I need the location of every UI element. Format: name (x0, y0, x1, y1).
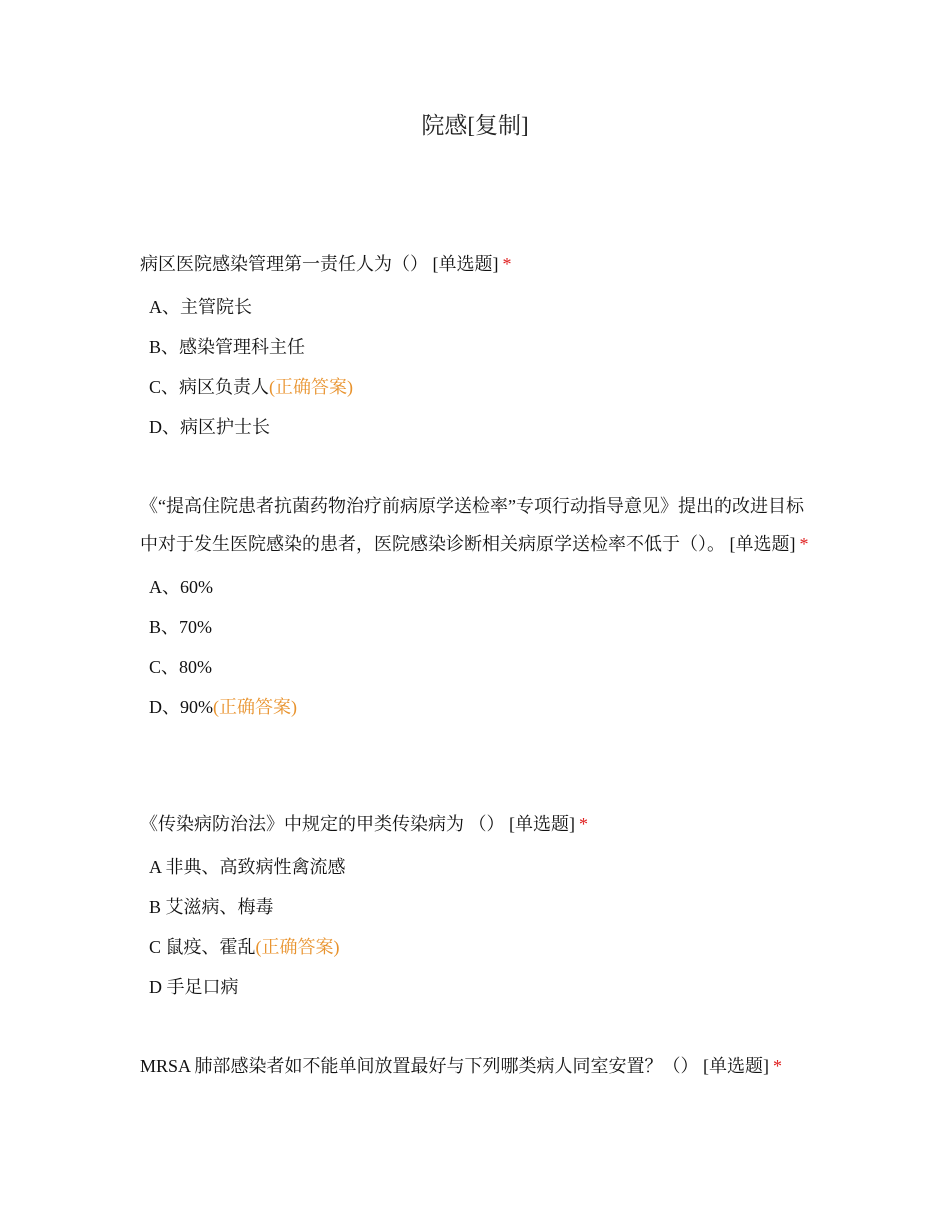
option-label: B 艾滋病、梅毒 (149, 897, 274, 917)
question-text (140, 245, 815, 283)
option-list (140, 847, 815, 1007)
required-mark: * (502, 254, 512, 274)
question-text (140, 487, 815, 563)
option-label: B、感染管理科主任 (149, 337, 306, 357)
correct-answer-note: (正确答案) (269, 377, 354, 397)
option-b[interactable] (140, 887, 815, 927)
option-label: D 手足口病 (149, 977, 239, 997)
option-list (140, 567, 815, 727)
survey-title: 院感[复制] (421, 113, 529, 138)
question-text (140, 805, 815, 843)
option-b[interactable] (140, 327, 815, 367)
option-list (140, 287, 815, 447)
option-label: A、主管院长 (149, 297, 252, 317)
option-a[interactable] (140, 567, 815, 607)
question-2-text: 《“提高住院患者抗菌药物治疗前病原学送检率”专项行动指导意见》提出的改进目标中对于发生医院感染的患者，医院感染诊断相关病原学送检率不低于（）。 [单选题] (140, 496, 804, 554)
option-a[interactable] (140, 287, 815, 327)
required-mark: * (579, 814, 588, 834)
option-c[interactable] (140, 647, 815, 687)
question-4 (140, 1047, 815, 1085)
option-label: C 鼠疫、霍乱 (149, 937, 256, 957)
option-label: C、病区负责人 (149, 377, 270, 397)
option-c[interactable] (140, 367, 815, 407)
question-2 (140, 487, 815, 727)
option-label: C、80% (149, 657, 212, 677)
option-b[interactable] (140, 607, 815, 647)
option-label: A 非典、高致病性禽流感 (149, 857, 346, 877)
option-label: A、60% (149, 577, 213, 597)
option-d[interactable] (140, 967, 815, 1007)
option-a[interactable] (140, 847, 815, 887)
required-mark: * (799, 534, 809, 554)
option-d[interactable] (140, 407, 815, 447)
question-3 (140, 805, 815, 1007)
option-label: B、70% (149, 617, 212, 637)
question-text (140, 1047, 815, 1085)
option-d[interactable] (140, 687, 815, 727)
required-mark: * (773, 1056, 783, 1076)
option-label: D、病区护士长 (149, 417, 270, 437)
option-label: D、90% (149, 697, 213, 717)
option-c[interactable] (140, 927, 815, 967)
question-3-text: 《传染病防治法》中规定的甲类传染病为 （） [单选题] (140, 814, 575, 834)
correct-answer-note: (正确答案) (255, 937, 340, 957)
question-4-text: MRSA 肺部感染者如不能单间放置最好与下列哪类病人同室安置？（） [单选题] (140, 1056, 770, 1076)
question-1-text: 病区医院感染管理第一责任人为（） [单选题] (140, 254, 499, 274)
correct-answer-note: (正确答案) (213, 697, 297, 717)
question-1 (140, 245, 815, 447)
